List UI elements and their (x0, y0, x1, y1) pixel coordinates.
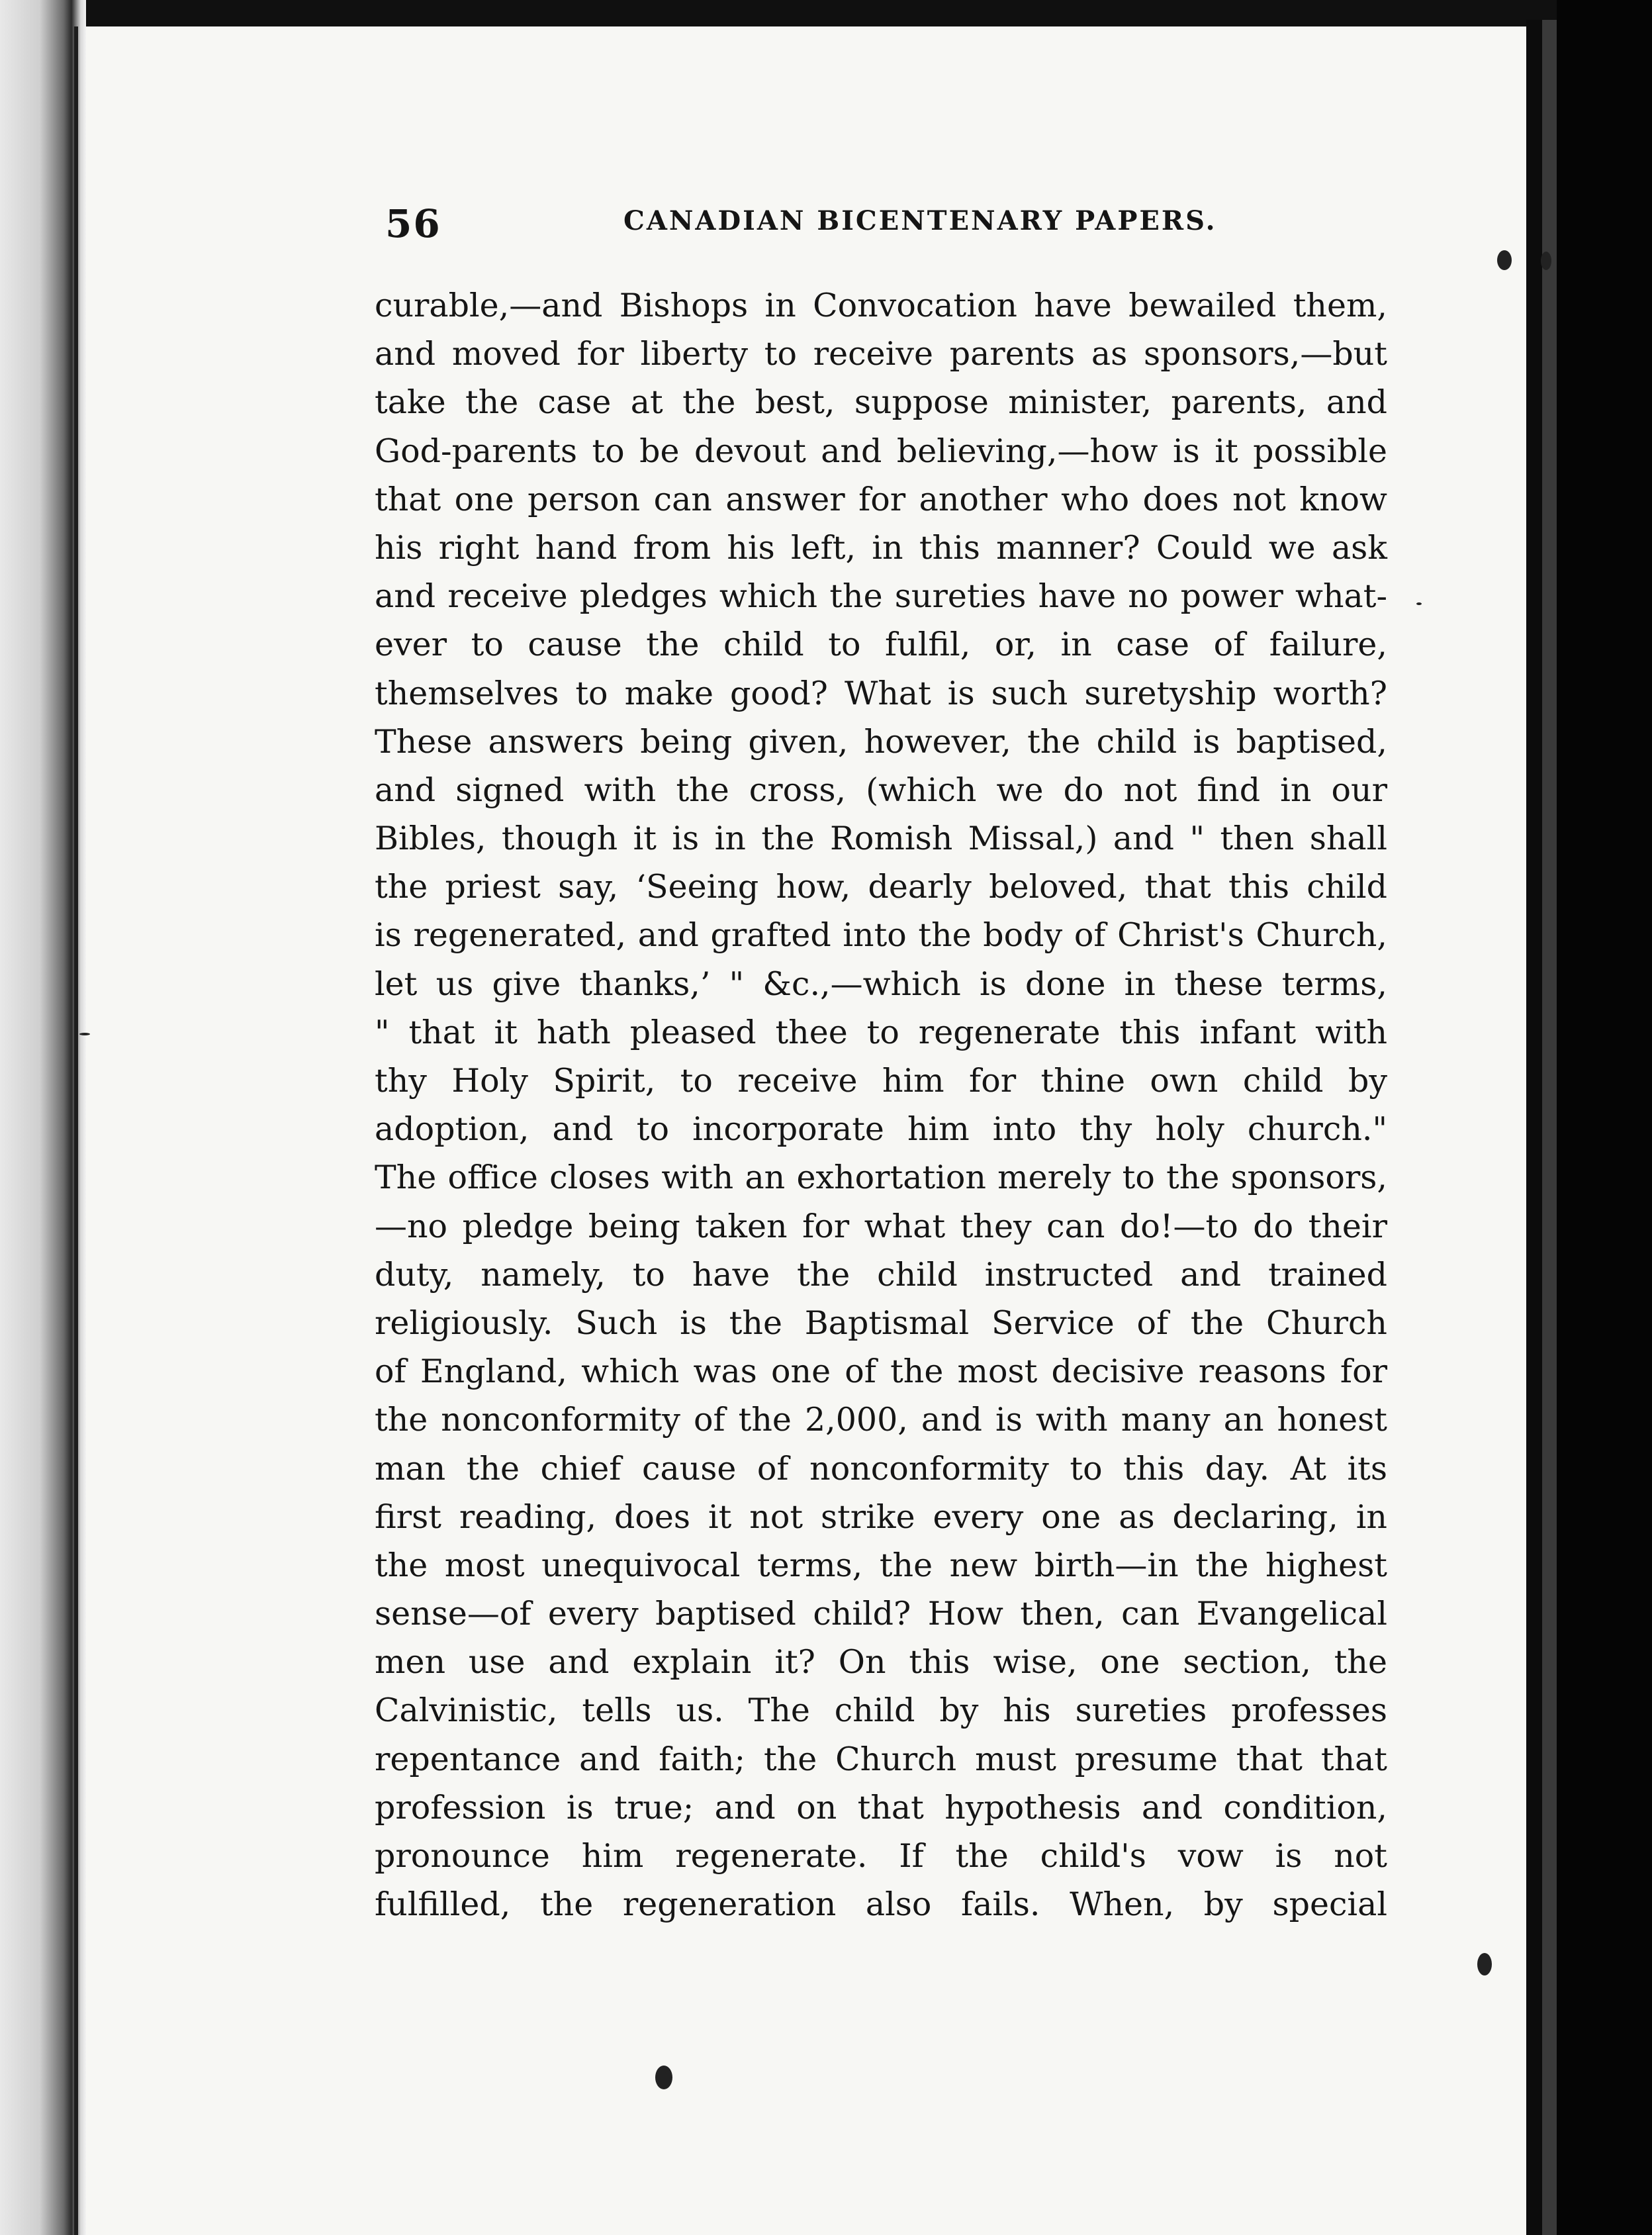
text-line: Calvinistic, tells us. The child by his sureties professes (375, 1691, 1387, 1730)
body-text (375, 281, 1387, 1928)
text-line: sense—of every baptised child? How then, can Evangelical (375, 1595, 1387, 1633)
text-line: and moved for liberty to receive parents as sponsors,—but (375, 335, 1387, 373)
text-line: take the case at the best, suppose minister, parents, and (375, 383, 1387, 422)
text-line: repentance and faith; the Church must presume that that (375, 1740, 1387, 1778)
page-number: 56 (385, 201, 441, 246)
text-line: pronounce him regenerate. If the child's vow is not (375, 1837, 1387, 1875)
text-line: fulfilled, the regeneration also fails. When, by special (375, 1885, 1387, 1924)
text-line: is regenerated, and grafted into the body of Christ's Church, (375, 916, 1387, 955)
text-line: the priest say, ‘Seeing how, dearly beloved, that this child (375, 868, 1387, 906)
text-line: profession is true; and on that hypothesis and condition, (375, 1788, 1387, 1827)
text-line: These answers being given, however, the child is baptised, (375, 722, 1387, 761)
right-scan-border-inner (1526, 20, 1542, 2235)
running-head: CANADIAN BICENTENARY PAPERS. (623, 205, 1217, 236)
text-line: duty, namely, to have the child instructed and trained (375, 1255, 1387, 1294)
text-line: —no pledge being taken for what they can do!—to do their (375, 1207, 1387, 1245)
text-line: that one person can answer for another who does not know (375, 480, 1387, 518)
text-line: " that it hath pleased thee to regenerate this infant with (375, 1013, 1387, 1051)
text-line: and receive pledges which the sureties have no power what- (375, 577, 1387, 616)
text-line: curable,—and Bishops in Convocation have bewailed them, (375, 287, 1387, 324)
text-line: first reading, does it not strike every one as declaring, in (375, 1498, 1387, 1536)
text-line: ever to cause the child to fulfil, or, in case of failure, (375, 626, 1387, 664)
text-line: the most unequivocal terms, the new birth—in the highest (375, 1546, 1387, 1584)
text-line: and signed with the cross, (which we do not find in our (375, 771, 1387, 809)
text-line: of England, which was one of the most decisive reasons for (375, 1353, 1387, 1391)
scan-speck (1477, 1953, 1492, 1975)
text-line: themselves to make good? What is such suretyship worth? (375, 674, 1387, 712)
scan-speck (79, 1033, 90, 1035)
scan-speck (1541, 252, 1551, 270)
text-line: his right hand from his left, in this manner? Could we ask (375, 528, 1387, 567)
right-scan-gap (1542, 20, 1557, 2235)
text-line: adoption, and to incorporate him into thy holy church." (375, 1110, 1387, 1149)
text-line: religiously. Such is the Baptismal Service of the Church (375, 1304, 1387, 1342)
text-line: men use and explain it? On this wise, one section, the (375, 1643, 1387, 1682)
left-page-edge (0, 0, 86, 2235)
scan-speck (1416, 602, 1422, 605)
text-line: let us give thanks,’ " &c.,—which is done in these terms, (375, 965, 1387, 1003)
text-line: God-parents to be devout and believing,—how is it possible (375, 432, 1387, 470)
text-line: the nonconformity of the 2,000, and is with many an honest (375, 1401, 1387, 1439)
scan-speck (1497, 250, 1512, 270)
left-binding-line (74, 26, 78, 2235)
scan-speck (655, 2066, 672, 2089)
text-line: The office closes with an exhortation merely to the sponsors, (375, 1159, 1387, 1197)
text-line: Bibles, though it is in the Romish Missal,) and " then shall (375, 820, 1387, 858)
top-scan-border (0, 0, 1652, 26)
right-scan-border-outer (1557, 0, 1652, 2235)
text-line: man the chief cause of nonconformity to this day. At its (375, 1449, 1387, 1488)
page-header (385, 201, 1404, 248)
text-line: thy Holy Spirit, to receive him for thine own child by (375, 1062, 1387, 1100)
